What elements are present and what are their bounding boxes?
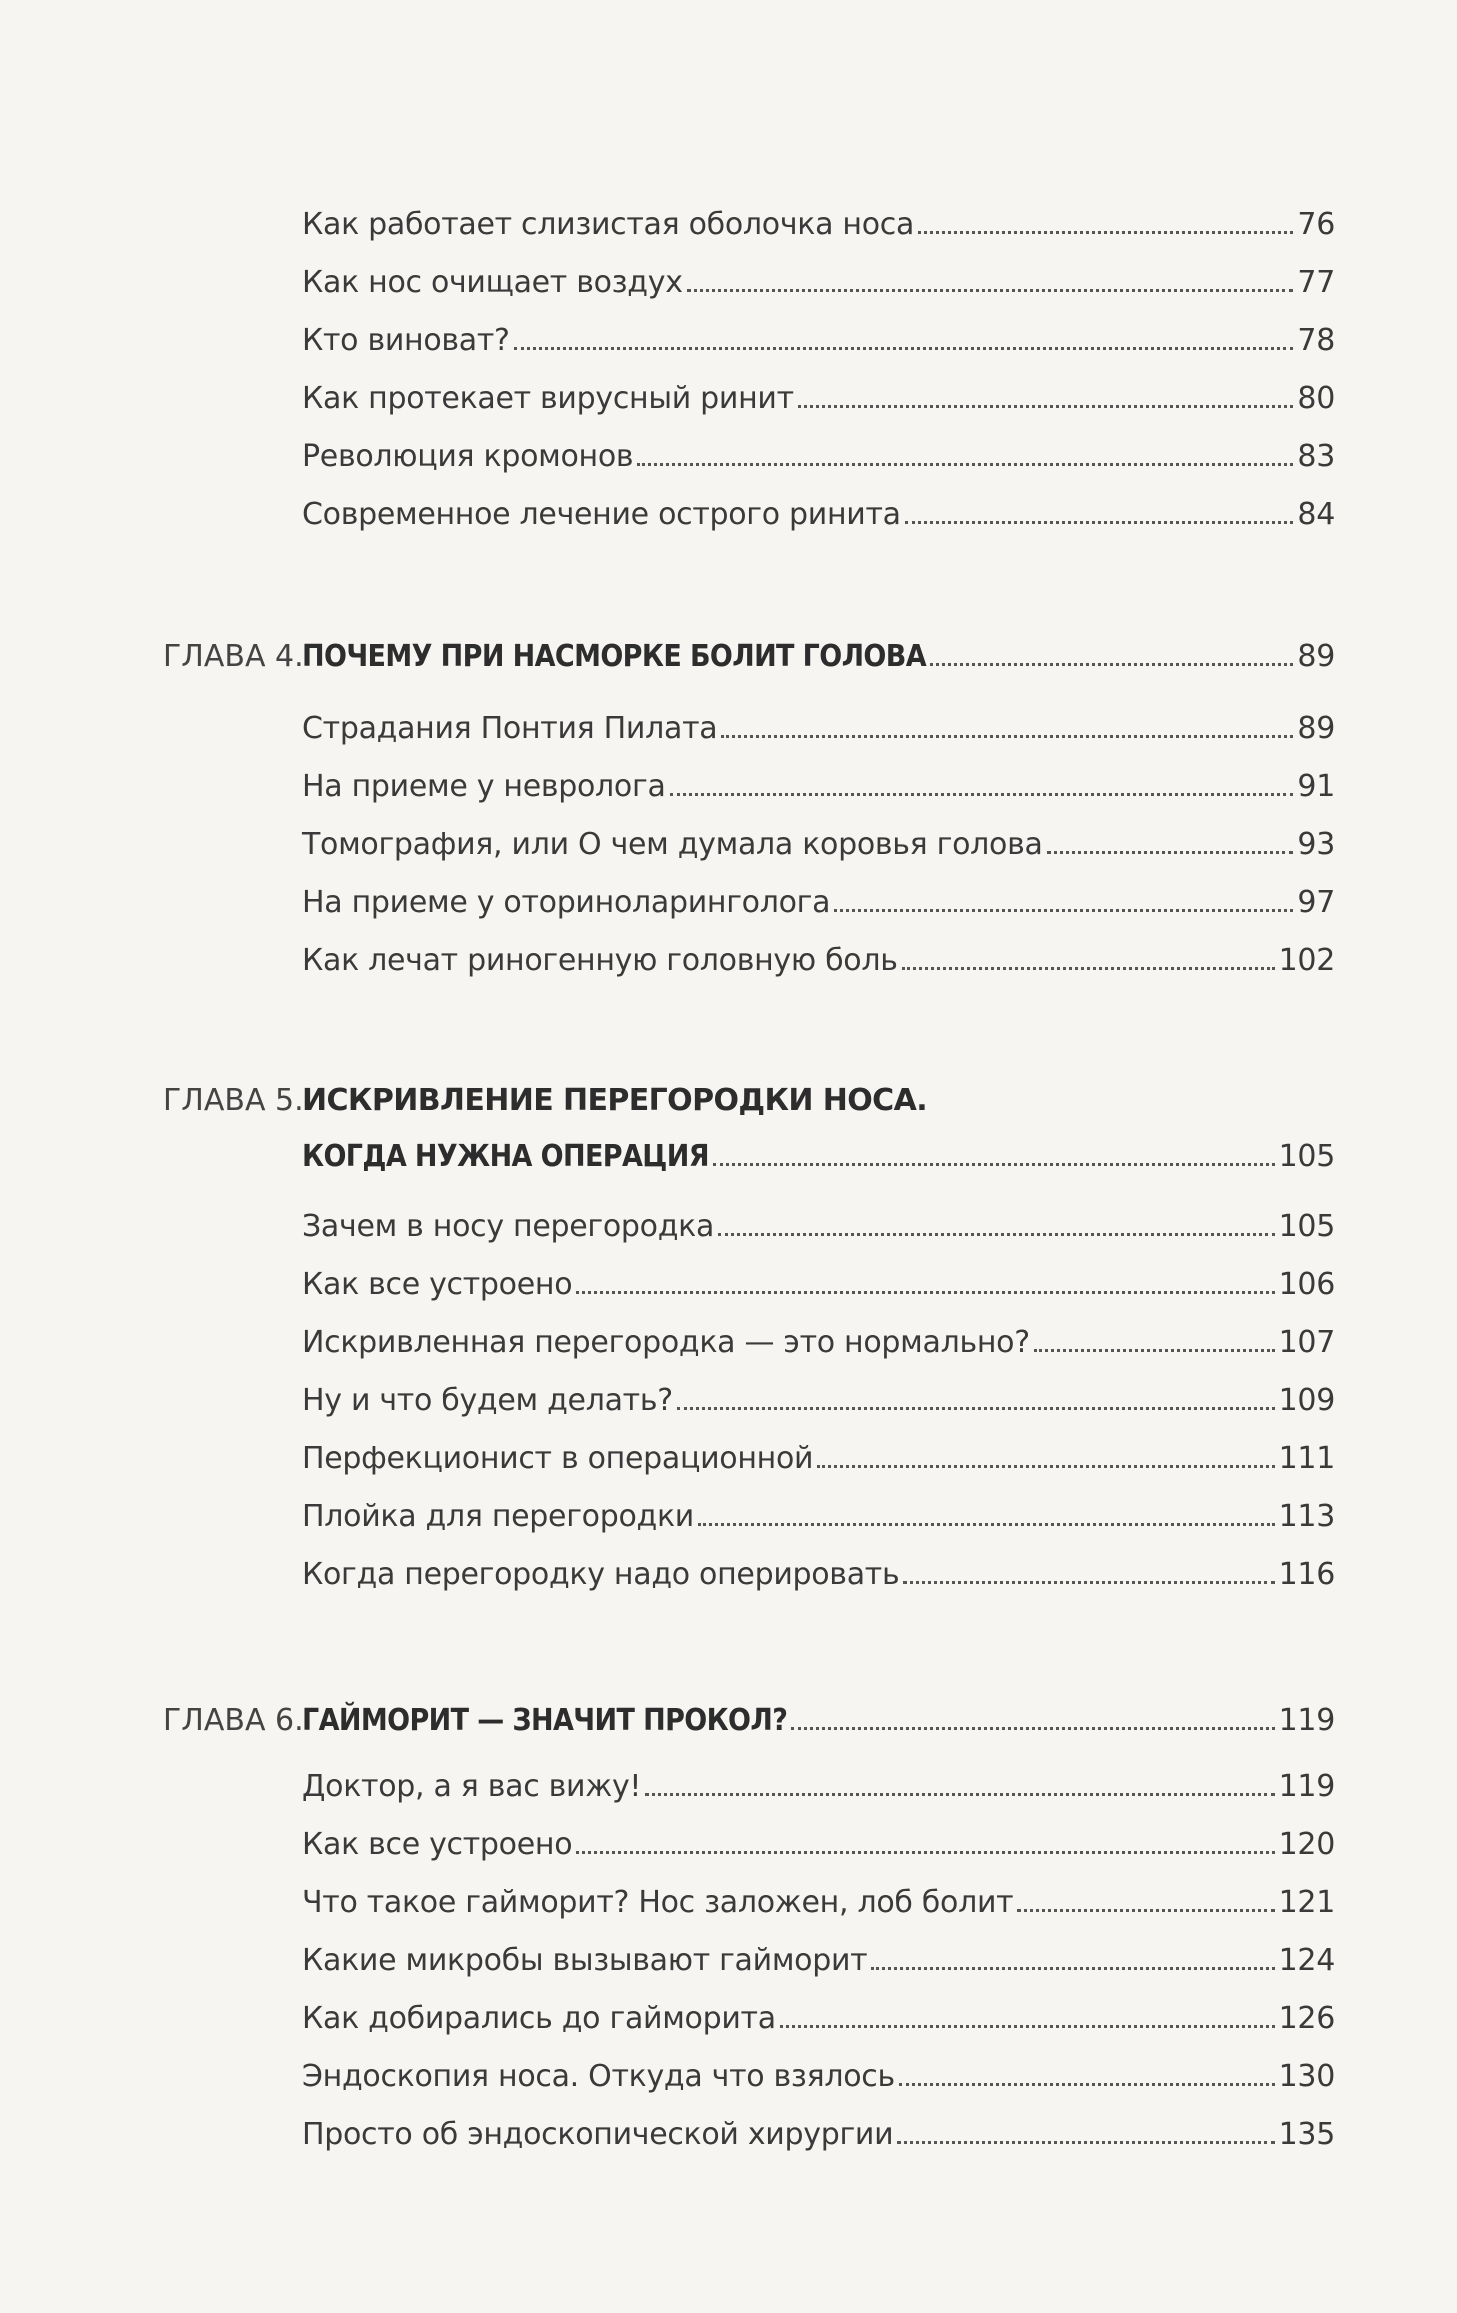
toc-entry <box>302 1366 1335 1416</box>
toc-entry <box>302 1810 1335 1860</box>
toc-entry-title: Современное лечение острого ринита <box>302 497 901 532</box>
toc-entry-title: Просто об эндоскопической хирургии <box>302 2117 894 2152</box>
toc-entry-title: Какие микробы вызывают гайморит <box>302 1943 868 1978</box>
toc-entry-page: 130 <box>1278 2059 1335 2094</box>
toc-entry-page: 106 <box>1278 1267 1335 1302</box>
toc-entry <box>302 306 1335 356</box>
chapter-title: ПОЧЕМУ ПРИ НАСМОРКЕ БОЛИТ ГОЛОВА <box>302 639 926 674</box>
dot-leader <box>514 347 1294 350</box>
toc-entry <box>302 1868 1335 1918</box>
toc-entry-page: 80 <box>1297 381 1335 416</box>
toc-entry <box>302 190 1335 240</box>
toc-entry-title: Как работает слизистая оболочка носа <box>302 207 915 242</box>
toc-entry-title: Искривленная перегородка — это нормально? <box>302 1325 1030 1360</box>
chapter-page: 119 <box>1278 1703 1335 1738</box>
toc-entry-page: 113 <box>1278 1499 1335 1534</box>
toc-entry-page: 84 <box>1297 497 1335 532</box>
dot-leader <box>899 2083 1275 2086</box>
toc-entry <box>302 868 1335 918</box>
toc-entry-page: 119 <box>1278 1769 1335 1804</box>
dot-leader <box>576 1851 1274 1854</box>
toc-entry-page: 76 <box>1297 207 1335 242</box>
toc-entry-title: Как все устроено <box>302 1267 573 1302</box>
dot-leader <box>1017 1909 1274 1912</box>
toc-entry <box>302 1308 1335 1358</box>
toc-entry <box>302 926 1335 976</box>
dot-leader <box>1034 1349 1275 1352</box>
dot-leader <box>798 405 1294 408</box>
dot-leader <box>687 289 1294 292</box>
dot-leader <box>903 1581 1274 1584</box>
toc-entry-page: 91 <box>1297 769 1335 804</box>
toc-entry-title: Как нос очищает воздух <box>302 265 683 300</box>
chapter-heading <box>302 1122 1335 1172</box>
dot-leader <box>637 463 1293 466</box>
toc-entry <box>302 2042 1335 2092</box>
dot-leader <box>897 2141 1274 2144</box>
toc-entry-page: 97 <box>1297 885 1335 920</box>
dot-leader <box>834 909 1293 912</box>
toc-entry <box>302 480 1335 530</box>
toc-entry <box>302 810 1335 860</box>
toc-entry-title: Как протекает вирусный ринит <box>302 381 794 416</box>
dot-leader <box>721 735 1293 738</box>
toc-entry <box>302 422 1335 472</box>
dot-leader <box>576 1291 1274 1294</box>
chapter-page: 105 <box>1278 1139 1335 1174</box>
dot-leader <box>930 663 1293 666</box>
toc-entry <box>302 1424 1335 1474</box>
toc-entry <box>302 248 1335 298</box>
toc-entry-page: 116 <box>1278 1557 1335 1592</box>
toc-entry <box>302 1250 1335 1300</box>
toc-entry-page: 107 <box>1278 1325 1335 1360</box>
toc-entry <box>302 1540 1335 1590</box>
toc-entry-title: Когда перегородку надо оперировать <box>302 1557 900 1592</box>
toc-entry-page: 111 <box>1278 1441 1335 1476</box>
dot-leader <box>718 1233 1275 1236</box>
toc-entry <box>302 694 1335 744</box>
toc-entry-title: Революция кромонов <box>302 439 634 474</box>
toc-entry-page: 83 <box>1297 439 1335 474</box>
toc-entry-page: 126 <box>1278 2001 1335 2036</box>
dot-leader <box>871 1967 1274 1970</box>
toc-entry-title: Томография, или О чем думала коровья голова <box>302 827 1043 862</box>
toc-entry-title: Страдания Понтия Пилата <box>302 711 718 746</box>
chapter-label: ГЛАВА 4. <box>163 639 304 674</box>
toc-entry-title: Как все устроено <box>302 1827 573 1862</box>
chapter-heading <box>302 622 1335 672</box>
toc-entry-title: Ну и что будем делать? <box>302 1383 673 1418</box>
toc-entry-title: Как добирались до гайморита <box>302 2001 776 2036</box>
toc-entry <box>302 752 1335 802</box>
toc-entry <box>302 2100 1335 2150</box>
toc-entry <box>302 1482 1335 1532</box>
chapter-page: 89 <box>1297 639 1335 674</box>
toc-entry-title: Кто виноват? <box>302 323 510 358</box>
dot-leader <box>902 967 1275 970</box>
toc-entry-title: Перфекционист в операционной <box>302 1441 814 1476</box>
toc-entry-page: 121 <box>1278 1885 1335 1920</box>
toc-entry-title: На приеме у невролога <box>302 769 666 804</box>
chapter-label: ГЛАВА 5. <box>163 1083 304 1118</box>
chapter-title: КОГДА НУЖНА ОПЕРАЦИЯ <box>302 1139 709 1174</box>
toc-entry-page: 89 <box>1297 711 1335 746</box>
toc-entry-page: 135 <box>1278 2117 1335 2152</box>
dot-leader <box>817 1465 1274 1468</box>
chapter-title: ГАЙМОРИТ — ЗНАЧИТ ПРОКОЛ? <box>302 1703 788 1738</box>
toc-entry <box>302 1192 1335 1242</box>
dot-leader <box>645 1793 1274 1796</box>
toc-entry-page: 93 <box>1297 827 1335 862</box>
toc-entry-title: Доктор, а я вас вижу! <box>302 1769 642 1804</box>
toc-entry <box>302 364 1335 414</box>
dot-leader <box>780 2025 1275 2028</box>
toc-entry <box>302 1984 1335 2034</box>
dot-leader <box>698 1523 1275 1526</box>
dot-leader <box>713 1163 1275 1166</box>
toc-entry-page: 77 <box>1297 265 1335 300</box>
chapter-heading <box>302 1686 1335 1736</box>
toc-entry-page: 124 <box>1278 1943 1335 1978</box>
toc-entry-title: На приеме у оториноларинголога <box>302 885 831 920</box>
dot-leader <box>670 793 1294 796</box>
dot-leader <box>905 521 1294 524</box>
toc-entry-page: 102 <box>1278 943 1335 978</box>
dot-leader <box>791 1727 1274 1730</box>
toc-entry <box>302 1752 1335 1802</box>
toc-entry-title: Что такое гайморит? Нос заложен, лоб болит <box>302 1885 1014 1920</box>
toc-entry-title: Зачем в носу перегородка <box>302 1209 715 1244</box>
toc-entry-page: 120 <box>1278 1827 1335 1862</box>
toc-entry-title: Плойка для перегородки <box>302 1499 694 1534</box>
chapter-title-line1: ИСКРИВЛЕНИЕ ПЕРЕГОРОДКИ НОСА. <box>302 1083 927 1118</box>
toc-entry-title: Эндоскопия носа. Откуда что взялось <box>302 2059 895 2094</box>
toc-entry-page: 109 <box>1278 1383 1335 1418</box>
dot-leader <box>1047 851 1294 854</box>
dot-leader <box>918 231 1293 234</box>
toc-entry-page: 105 <box>1278 1209 1335 1244</box>
toc-entry <box>302 1926 1335 1976</box>
dot-leader <box>677 1407 1275 1410</box>
toc-entry-title: Как лечат риногенную головную боль <box>302 943 898 978</box>
chapter-label: ГЛАВА 6. <box>163 1703 304 1738</box>
toc-entry-page: 78 <box>1297 323 1335 358</box>
